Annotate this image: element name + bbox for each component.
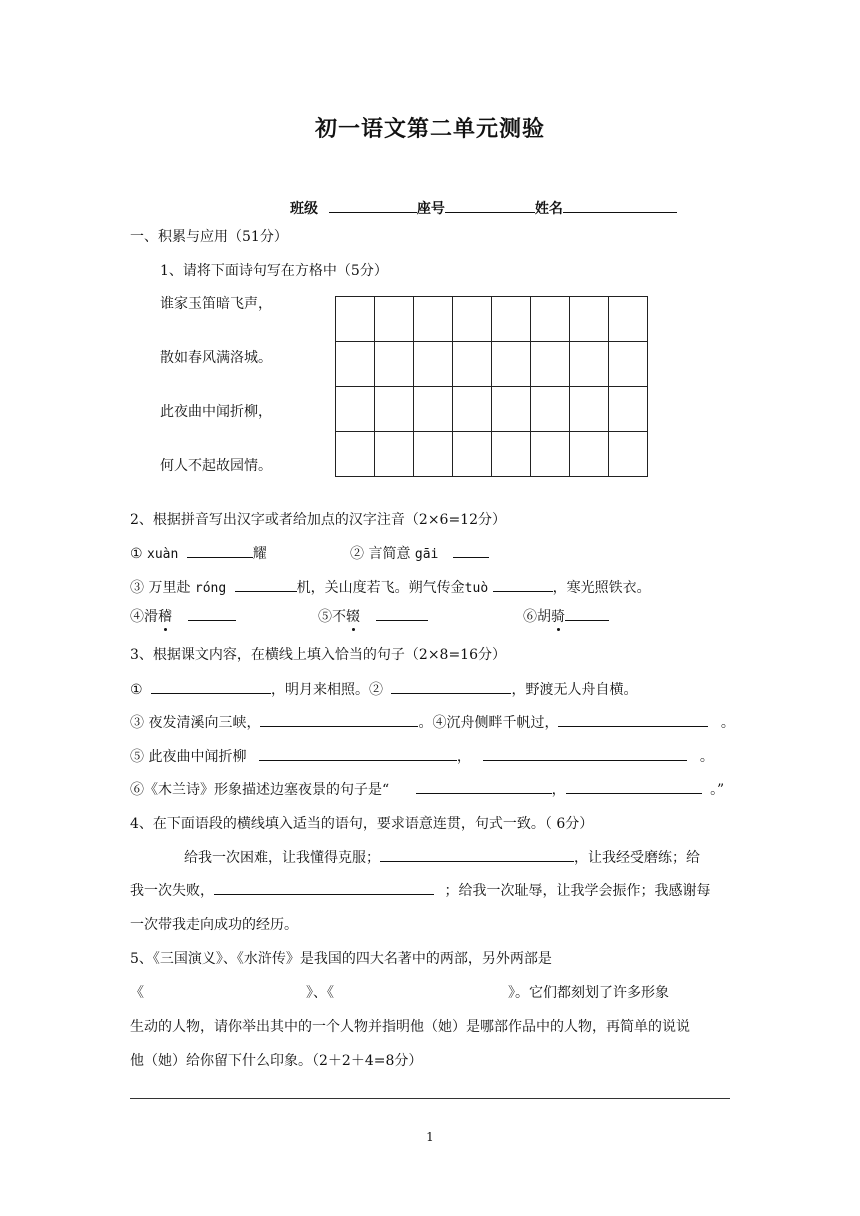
poem-line-1: 谁家玉笛暗飞声， bbox=[160, 296, 272, 312]
footer-divider bbox=[130, 1098, 730, 1099]
blank-3[interactable] bbox=[235, 577, 297, 592]
q2-item-2: ② 言简意 gāi bbox=[350, 543, 489, 563]
writing-grid[interactable] bbox=[335, 296, 648, 477]
q3-blank-7[interactable] bbox=[416, 779, 552, 794]
dotted-char-chuo: 辍 bbox=[346, 609, 360, 625]
page-number: 1 bbox=[426, 1130, 434, 1144]
q4-para-3: 一次带我走向成功的经历。 bbox=[130, 917, 298, 933]
q3-line-1: ① ，明月来相照。② ，野渡无人舟自横。 bbox=[130, 679, 637, 699]
pinyin-gai: gāi bbox=[414, 547, 439, 562]
q2-item-4: ④滑稽 bbox=[130, 606, 236, 626]
poem-line-4: 何人不起故园情。 bbox=[160, 458, 272, 474]
q5-line-2: 生动的人物，请你举出其中的一个人物并指明他（她）是哪部作品中的人物，再简单的说说 bbox=[130, 1019, 690, 1035]
q3-blank-4[interactable] bbox=[558, 712, 708, 727]
blank-1[interactable] bbox=[187, 543, 253, 558]
q3-blank-8[interactable] bbox=[566, 779, 702, 794]
name-label: 姓名 bbox=[534, 201, 563, 217]
q3-prompt: 3、根据课文内容，在横线上填入恰当的句子（2×8=16分） bbox=[130, 647, 506, 663]
q3-blank-3[interactable] bbox=[260, 712, 418, 727]
q4-blank-1[interactable] bbox=[380, 847, 574, 862]
class-label: 班级 bbox=[290, 201, 318, 217]
q3-line-3: ⑤ 此夜曲中闻折柳 ， 。 bbox=[130, 746, 714, 766]
student-info-row bbox=[290, 198, 677, 218]
q5-line-3: 他（她）给你留下什么印象。（2＋2＋4=8分） bbox=[130, 1053, 423, 1069]
q4-blank-2[interactable] bbox=[214, 880, 434, 895]
poem-line-2: 散如春风满洛城。 bbox=[160, 350, 272, 366]
poem-line-3: 此夜曲中闻折柳， bbox=[160, 404, 272, 420]
q3-line-4: ⑥《木兰诗》形象描述边塞夜景的句子是“ ， 。” bbox=[130, 779, 724, 799]
q3-blank-5[interactable] bbox=[259, 746, 457, 761]
dotted-char-ji2: 骑 bbox=[551, 609, 565, 625]
q4-prompt: 4、在下面语段的横线填入适当的语句，要求语意连贯，句式一致。（ 6分） bbox=[130, 816, 594, 832]
name-blank[interactable] bbox=[563, 198, 677, 213]
q3-blank-6[interactable] bbox=[483, 746, 687, 761]
q2-item-3: ③ 万里赴 róng 机，关山度若飞。朔气传金tuò ，寒光照铁衣。 bbox=[130, 577, 651, 597]
q3-blank-1[interactable] bbox=[151, 679, 271, 694]
q2-item-1: ① xuàn 耀 bbox=[130, 543, 267, 563]
pinyin-rong: róng bbox=[194, 581, 227, 596]
q1-prompt: 1、请将下面诗句写在方格中（5分） bbox=[160, 263, 388, 279]
q4-para-1: 给我一次困难，让我懂得克服； ，让我经受磨练；给 bbox=[184, 847, 700, 867]
blank-5[interactable] bbox=[188, 606, 236, 621]
q3-line-2: ③ 夜发清溪向三峡， 。④沉舟侧畔千帆过， 。 bbox=[130, 712, 735, 732]
blank-4[interactable] bbox=[493, 577, 553, 592]
dotted-char-ji: 稽 bbox=[158, 609, 172, 625]
seat-blank[interactable] bbox=[445, 198, 535, 213]
class-blank[interactable] bbox=[329, 198, 417, 213]
page-title: 初一语文第二单元测验 bbox=[314, 116, 545, 142]
section1-heading: 一、积累与应用（51分） bbox=[130, 229, 288, 245]
pinyin-xuan: xuàn bbox=[147, 547, 179, 562]
seat-label: 座号 bbox=[416, 201, 445, 217]
pinyin-tuo: tuò bbox=[464, 581, 489, 596]
blank-7[interactable] bbox=[565, 606, 609, 621]
q4-para-2: 我一次失败， ；给我一次耻辱，让我学会振作；我感谢每 bbox=[130, 880, 710, 900]
q2-prompt: 2、根据拼音写出汉字或者给加点的汉字注音（2×6=12分） bbox=[130, 512, 506, 528]
q5-prompt: 5、《三国演义》、《水浒传》是我国的四大名著中的两部，另外两部是 bbox=[130, 951, 552, 967]
q3-blank-2[interactable] bbox=[391, 679, 511, 694]
q2-item-6: ⑥胡骑 bbox=[523, 606, 609, 626]
blank-2[interactable] bbox=[453, 543, 489, 558]
q5-line-1: 《 》、《 》。它们都刻划了许多形象 bbox=[130, 985, 669, 1001]
blank-6[interactable] bbox=[376, 606, 428, 621]
q2-item-5: ⑤不辍 bbox=[318, 606, 428, 626]
